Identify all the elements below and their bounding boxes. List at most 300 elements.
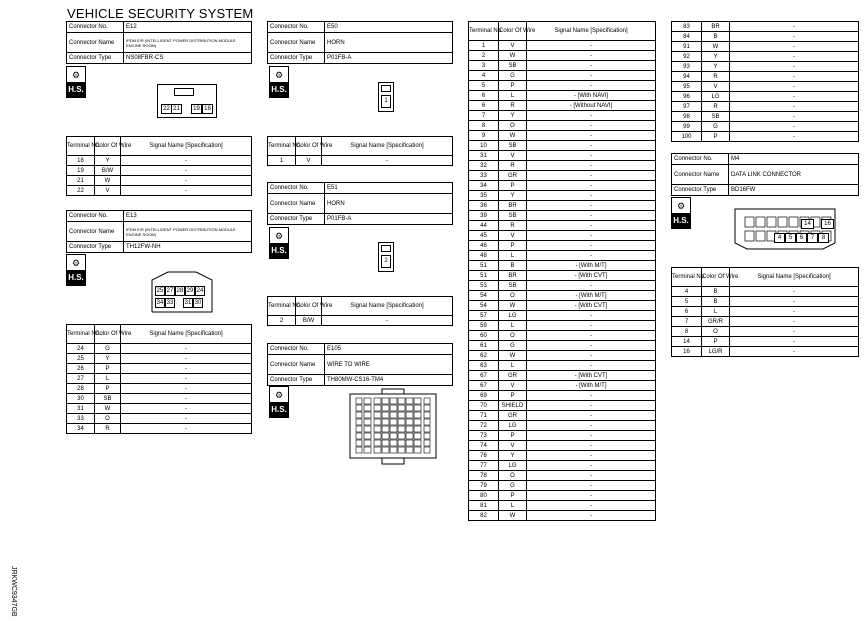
wire-color-cell: P xyxy=(499,431,527,441)
e50-latch xyxy=(381,85,391,92)
label-connector-name: Connector Name xyxy=(268,355,325,375)
table-row xyxy=(469,451,656,461)
signal-name-cell: - [With CVT] xyxy=(527,371,656,381)
wire-color-cell: G xyxy=(499,481,527,491)
wire-color-cell: V xyxy=(499,41,527,51)
signal-name-cell: - xyxy=(527,481,656,491)
terminal-no-cell: 2 xyxy=(469,51,499,61)
signal-name-cell: - xyxy=(527,501,656,511)
table-row xyxy=(67,176,252,186)
wire-color-cell: P xyxy=(702,337,730,347)
m4-pin: 7 xyxy=(807,233,818,243)
wire-color-cell: P xyxy=(95,364,121,374)
terminal-no-cell: 1 xyxy=(469,41,499,51)
wire-color-cell: BR xyxy=(499,201,527,211)
main-terminal-table xyxy=(468,21,656,521)
wire-color-cell: W xyxy=(499,301,527,311)
wire-color-cell: G xyxy=(702,122,730,132)
e13-pin: 31 xyxy=(184,300,192,306)
wire-color-cell: LG xyxy=(499,421,527,431)
col-wire-color: Color Of Wire xyxy=(499,22,527,41)
col-signal-name: Signal Name [Specification] xyxy=(322,297,453,316)
e13-terminal-table xyxy=(66,324,252,434)
terminal-no-cell: 99 xyxy=(672,122,702,132)
terminal-no-cell: 81 xyxy=(469,501,499,511)
terminal-no-cell: 63 xyxy=(469,361,499,371)
label-connector-type: Connector Type xyxy=(268,53,325,64)
signal-name-cell: - xyxy=(121,374,252,384)
wire-color-cell: L xyxy=(95,374,121,384)
table-row xyxy=(672,317,859,327)
table-row xyxy=(469,431,656,441)
signal-name-cell: - xyxy=(730,92,859,102)
m4-pin: 5 xyxy=(785,233,796,243)
label-connector-name: Connector Name xyxy=(67,222,124,242)
terminal-no-cell: 18 xyxy=(67,156,95,166)
m4-connector-no: M4 xyxy=(729,154,859,165)
e13-pin: 24 xyxy=(196,288,204,294)
wire-color-cell: W xyxy=(702,42,730,52)
terminal-no-cell: 51 xyxy=(469,261,499,271)
hs-badge-m4: ⚙ H.S. xyxy=(671,197,691,229)
e13-pin: 27 xyxy=(166,288,174,294)
wire-color-cell: Y xyxy=(499,191,527,201)
table-row xyxy=(469,311,656,321)
table-row xyxy=(469,471,656,481)
e13-pin: 29 xyxy=(186,288,194,294)
signal-name-cell: - xyxy=(527,181,656,191)
signal-name-cell: - [With CVT] xyxy=(527,271,656,281)
terminal-no-cell: 6 xyxy=(672,307,702,317)
e13-pin: 33 xyxy=(166,300,174,306)
e12-pin: 18 xyxy=(202,104,213,114)
signal-name-cell: - xyxy=(527,41,656,51)
col-wire-color: Color Of Wire xyxy=(95,325,121,344)
terminal-no-cell: 31 xyxy=(469,151,499,161)
terminal-no-cell: 4 xyxy=(469,71,499,81)
terminal-no-cell: 1 xyxy=(268,156,296,166)
signal-name-cell: - xyxy=(730,82,859,92)
e50-connector-name: HORN xyxy=(325,33,453,53)
terminal-no-cell: 54 xyxy=(469,301,499,311)
terminal-no-cell: 28 xyxy=(67,384,95,394)
signal-name-cell: - xyxy=(730,337,859,347)
table-row xyxy=(672,297,859,307)
terminal-no-cell: 60 xyxy=(469,331,499,341)
table-row xyxy=(672,52,859,62)
signal-name-cell: - xyxy=(322,156,453,166)
e13-pin: 28 xyxy=(176,288,184,294)
wire-color-cell: SB xyxy=(499,211,527,221)
e13-pin: 34 xyxy=(156,300,164,306)
terminal-no-cell: 8 xyxy=(469,121,499,131)
e13-connector-info xyxy=(66,210,252,253)
terminal-no-cell: 79 xyxy=(469,481,499,491)
table-row xyxy=(672,327,859,337)
terminal-no-cell: 34 xyxy=(469,181,499,191)
wire-color-cell: B xyxy=(499,261,527,271)
terminal-no-cell: 5 xyxy=(672,297,702,307)
table-row xyxy=(469,231,656,241)
wire-color-cell: P xyxy=(499,81,527,91)
continuation-terminal-table xyxy=(671,21,859,142)
signal-name-cell: - [With NAVI] xyxy=(527,91,656,101)
signal-name-cell: - xyxy=(121,344,252,354)
label-connector-no: Connector No. xyxy=(268,183,325,194)
table-row xyxy=(469,61,656,71)
signal-name-cell: - xyxy=(527,141,656,151)
terminal-no-cell: 73 xyxy=(469,431,499,441)
terminal-no-cell: 26 xyxy=(67,364,95,374)
table-row xyxy=(67,354,252,364)
e105-connector-info xyxy=(267,343,453,386)
wire-color-cell: P xyxy=(499,241,527,251)
wire-color-cell: Y xyxy=(702,52,730,62)
table-row xyxy=(672,22,859,32)
wire-color-cell: V xyxy=(499,381,527,391)
table-row xyxy=(469,331,656,341)
table-row xyxy=(67,404,252,414)
wire-color-cell: R xyxy=(499,161,527,171)
table-row xyxy=(469,81,656,91)
table-row xyxy=(268,156,453,166)
signal-name-cell: - xyxy=(730,112,859,122)
terminal-no-cell: 39 xyxy=(469,211,499,221)
m4-pin: 8 xyxy=(818,233,829,243)
table-row xyxy=(672,42,859,52)
m4-connector-diagram xyxy=(733,207,837,251)
table-row xyxy=(67,364,252,374)
table-row xyxy=(469,381,656,391)
signal-name-cell: - xyxy=(730,317,859,327)
wire-color-cell: P xyxy=(95,384,121,394)
signal-name-cell: - xyxy=(527,511,656,521)
table-row xyxy=(469,221,656,231)
col-signal-name: Signal Name [Specification] xyxy=(527,22,656,41)
terminal-no-cell: 33 xyxy=(469,171,499,181)
wire-color-cell: BR xyxy=(702,22,730,32)
e51-connector-info xyxy=(267,182,453,225)
table-row xyxy=(469,391,656,401)
signal-name-cell: - xyxy=(527,61,656,71)
table-row xyxy=(67,344,252,354)
terminal-no-cell: 33 xyxy=(67,414,95,424)
e51-pin: 2 xyxy=(381,255,391,268)
signal-name-cell: - xyxy=(730,347,859,357)
e12-pin: 22 xyxy=(161,104,172,114)
terminal-no-cell: 44 xyxy=(469,221,499,231)
label-connector-type: Connector Type xyxy=(67,242,124,253)
signal-name-cell: - xyxy=(527,361,656,371)
m4-pin-cavity xyxy=(745,217,754,227)
wire-color-cell: O xyxy=(95,414,121,424)
page-title: VEHICLE SECURITY SYSTEM xyxy=(67,6,254,21)
table-row xyxy=(672,347,859,357)
m4-pin-cavity xyxy=(789,217,798,227)
table-row xyxy=(469,351,656,361)
signal-name-cell: - xyxy=(121,394,252,404)
table-row xyxy=(67,166,252,176)
wire-color-cell: LG/R xyxy=(702,347,730,357)
wire-color-cell: V xyxy=(499,231,527,241)
label-connector-no: Connector No. xyxy=(67,211,124,222)
m4-pin-cavity xyxy=(756,231,765,241)
terminal-no-cell: 84 xyxy=(672,32,702,42)
wire-color-cell: G xyxy=(95,344,121,354)
wire-color-cell: W xyxy=(499,511,527,521)
e50-connector-info xyxy=(267,21,453,64)
wire-color-cell: R xyxy=(499,101,527,111)
table-row xyxy=(672,307,859,317)
label-connector-name: Connector Name xyxy=(67,33,124,53)
table-row xyxy=(672,32,859,42)
terminal-no-cell: 62 xyxy=(469,351,499,361)
table-row xyxy=(469,401,656,411)
label-connector-name: Connector Name xyxy=(268,194,325,214)
wire-color-cell: SB xyxy=(499,281,527,291)
signal-name-cell: - xyxy=(527,461,656,471)
terminal-no-cell: 4 xyxy=(672,287,702,297)
table-row xyxy=(672,82,859,92)
wire-color-cell: B/W xyxy=(296,316,322,326)
signal-name-cell: - [With M/T] xyxy=(527,381,656,391)
e50-terminal-table xyxy=(267,136,453,166)
signal-name-cell: - xyxy=(527,411,656,421)
wire-color-cell: SB xyxy=(499,61,527,71)
m4-pin-cavity xyxy=(767,217,776,227)
terminal-no-cell: 100 xyxy=(672,132,702,142)
signal-name-cell: - xyxy=(527,321,656,331)
wire-color-cell: V xyxy=(296,156,322,166)
terminal-no-cell: 98 xyxy=(672,112,702,122)
table-row xyxy=(672,132,859,142)
table-row xyxy=(469,291,656,301)
wire-color-cell: O xyxy=(499,121,527,131)
e50-connector-no: E50 xyxy=(325,22,453,33)
terminal-no-cell: 76 xyxy=(469,451,499,461)
m4-pin: 4 xyxy=(774,233,785,243)
terminal-no-cell: 19 xyxy=(67,166,95,176)
wire-color-cell: GR/R xyxy=(702,317,730,327)
terminal-no-cell: 21 xyxy=(67,176,95,186)
terminal-no-cell: 7 xyxy=(672,317,702,327)
terminal-no-cell: 9 xyxy=(469,131,499,141)
signal-name-cell: - xyxy=(527,131,656,141)
wire-color-cell: O xyxy=(499,471,527,481)
signal-name-cell: - xyxy=(527,171,656,181)
wire-color-cell: LG xyxy=(702,92,730,102)
m4-pin: 6 xyxy=(796,233,807,243)
col-wire-color: Color Of Wire xyxy=(95,137,121,156)
terminal-no-cell: 2 xyxy=(268,316,296,326)
terminal-no-cell: 97 xyxy=(672,102,702,112)
terminal-no-cell: 10 xyxy=(469,141,499,151)
wire-color-cell: GR xyxy=(499,171,527,181)
table-row xyxy=(67,156,252,166)
table-row xyxy=(469,91,656,101)
terminal-no-cell: 34 xyxy=(67,424,95,434)
e12-connector-no: E12 xyxy=(124,22,252,33)
terminal-no-cell: 36 xyxy=(469,201,499,211)
m4-pin-cavity xyxy=(756,217,765,227)
signal-name-cell: - xyxy=(121,414,252,424)
m4-pin: 16 xyxy=(821,219,834,229)
table-row xyxy=(469,441,656,451)
terminal-no-cell: 16 xyxy=(672,347,702,357)
e12-connector-name: IPDM E/R (INTELLIGENT POWER DISTRIBUTION MODULE ENGINE ROOM) xyxy=(124,33,252,53)
signal-name-cell: - xyxy=(527,191,656,201)
table-row xyxy=(672,62,859,72)
col-signal-name: Signal Name [Specification] xyxy=(322,137,453,156)
terminal-no-cell: 72 xyxy=(469,421,499,431)
col-terminal-no: Terminal No. xyxy=(469,22,499,41)
signal-name-cell: - xyxy=(730,297,859,307)
signal-name-cell: - xyxy=(527,51,656,61)
signal-name-cell: - xyxy=(527,401,656,411)
e13-connector-no: E13 xyxy=(124,211,252,222)
col-terminal-no: Terminal No. xyxy=(67,137,95,156)
table-row xyxy=(469,121,656,131)
e13-pin: 30 xyxy=(194,300,202,306)
table-row xyxy=(469,171,656,181)
signal-name-cell: - xyxy=(121,424,252,434)
signal-name-cell: - xyxy=(322,316,453,326)
table-row xyxy=(469,411,656,421)
harness-side-icon: ⚙ xyxy=(66,254,86,272)
terminal-no-cell: 22 xyxy=(67,186,95,196)
e105-connector-type: TH80MW-CS16-TM4 xyxy=(325,375,453,386)
wire-color-cell: B xyxy=(702,287,730,297)
terminal-no-cell: 78 xyxy=(469,471,499,481)
table-row xyxy=(672,337,859,347)
e13-pins xyxy=(155,286,211,314)
terminal-no-cell: 6 xyxy=(469,101,499,111)
e12-connector-info xyxy=(66,21,252,64)
wire-color-cell: Y xyxy=(95,156,121,166)
signal-name-cell: - [With M/T] xyxy=(527,261,656,271)
label-connector-no: Connector No. xyxy=(672,154,729,165)
label-connector-name: Connector Name xyxy=(672,165,729,185)
wire-color-cell: R xyxy=(95,424,121,434)
e13-pin: 25 xyxy=(156,288,164,294)
wire-color-cell: L xyxy=(499,321,527,331)
terminal-no-cell: 67 xyxy=(469,371,499,381)
table-row xyxy=(67,374,252,384)
label-connector-type: Connector Type xyxy=(672,185,729,196)
e51-connector-diagram xyxy=(378,242,394,272)
e51-connector-no: E51 xyxy=(325,183,453,194)
e12-pin: 19 xyxy=(191,104,202,114)
e105-connector-name: WIRE TO WIRE xyxy=(325,355,453,375)
signal-name-cell: - xyxy=(527,111,656,121)
e12-pin: 21 xyxy=(171,104,182,114)
m4-connector-type: BD16FW xyxy=(729,185,859,196)
wire-color-cell: L xyxy=(702,307,730,317)
table-row xyxy=(469,131,656,141)
table-row xyxy=(469,41,656,51)
wire-color-cell: R xyxy=(702,72,730,82)
wire-color-cell: L xyxy=(499,91,527,101)
table-row xyxy=(469,151,656,161)
label-connector-type: Connector Type xyxy=(268,375,325,386)
wire-color-cell: V xyxy=(499,151,527,161)
table-row xyxy=(469,341,656,351)
table-row xyxy=(672,287,859,297)
signal-name-cell: - xyxy=(527,251,656,261)
hs-badge-e50: ⚙ H.S. xyxy=(269,66,289,98)
table-row xyxy=(672,102,859,112)
terminal-no-cell: 45 xyxy=(469,231,499,241)
table-row xyxy=(67,394,252,404)
terminal-no-cell: 8 xyxy=(672,327,702,337)
wire-color-cell: Y xyxy=(499,451,527,461)
signal-name-cell: - [With CVT] xyxy=(527,301,656,311)
terminal-no-cell: 6 xyxy=(469,91,499,101)
signal-name-cell: - xyxy=(730,132,859,142)
table-row xyxy=(67,384,252,394)
table-row xyxy=(469,321,656,331)
col-terminal-no: Terminal No. xyxy=(67,325,95,344)
col-wire-color: Color Of Wire xyxy=(296,297,322,316)
terminal-no-cell: 48 xyxy=(469,251,499,261)
col-wire-color: Color Of Wire xyxy=(702,268,730,287)
wire-color-cell: BR xyxy=(499,271,527,281)
signal-name-cell: - xyxy=(527,491,656,501)
table-row xyxy=(469,461,656,471)
table-row xyxy=(469,361,656,371)
signal-name-cell: - [Without NAVI] xyxy=(527,101,656,111)
wire-color-cell: Y xyxy=(499,111,527,121)
wire-color-cell: G xyxy=(499,341,527,351)
terminal-no-cell: 31 xyxy=(67,404,95,414)
signal-name-cell: - xyxy=(527,121,656,131)
wire-color-cell: O xyxy=(499,291,527,301)
wire-color-cell: Y xyxy=(702,62,730,72)
terminal-no-cell: 80 xyxy=(469,491,499,501)
signal-name-cell: - xyxy=(527,351,656,361)
signal-name-cell: - xyxy=(527,441,656,451)
wire-color-cell: P xyxy=(499,181,527,191)
label-connector-name: Connector Name xyxy=(268,33,325,53)
signal-name-cell: - xyxy=(527,81,656,91)
terminal-no-cell: 70 xyxy=(469,401,499,411)
e51-latch xyxy=(381,245,391,252)
signal-name-cell: - xyxy=(730,62,859,72)
table-row xyxy=(67,186,252,196)
terminal-no-cell: 54 xyxy=(469,291,499,301)
signal-name-cell: - xyxy=(121,404,252,414)
signal-name-cell: - xyxy=(527,391,656,401)
hs-badge-e105: ⚙ H.S. xyxy=(269,386,289,418)
wire-color-cell: V xyxy=(702,82,730,92)
table-row xyxy=(469,161,656,171)
wire-color-cell: Y xyxy=(95,354,121,364)
e51-connector-name: HORN xyxy=(325,194,453,214)
col-terminal-no: Terminal No. xyxy=(268,137,296,156)
signal-name-cell: - xyxy=(121,156,252,166)
col-signal-name: Signal Name [Specification] xyxy=(730,268,859,287)
wire-color-cell: W xyxy=(499,131,527,141)
table-row xyxy=(469,501,656,511)
terminal-no-cell: 77 xyxy=(469,461,499,471)
e105-connector-no: E105 xyxy=(325,344,453,355)
table-row xyxy=(469,241,656,251)
harness-side-icon: ⚙ xyxy=(671,197,691,215)
table-row xyxy=(469,191,656,201)
terminal-no-cell: 61 xyxy=(469,341,499,351)
wire-color-cell: L xyxy=(499,361,527,371)
wire-color-cell: O xyxy=(702,327,730,337)
